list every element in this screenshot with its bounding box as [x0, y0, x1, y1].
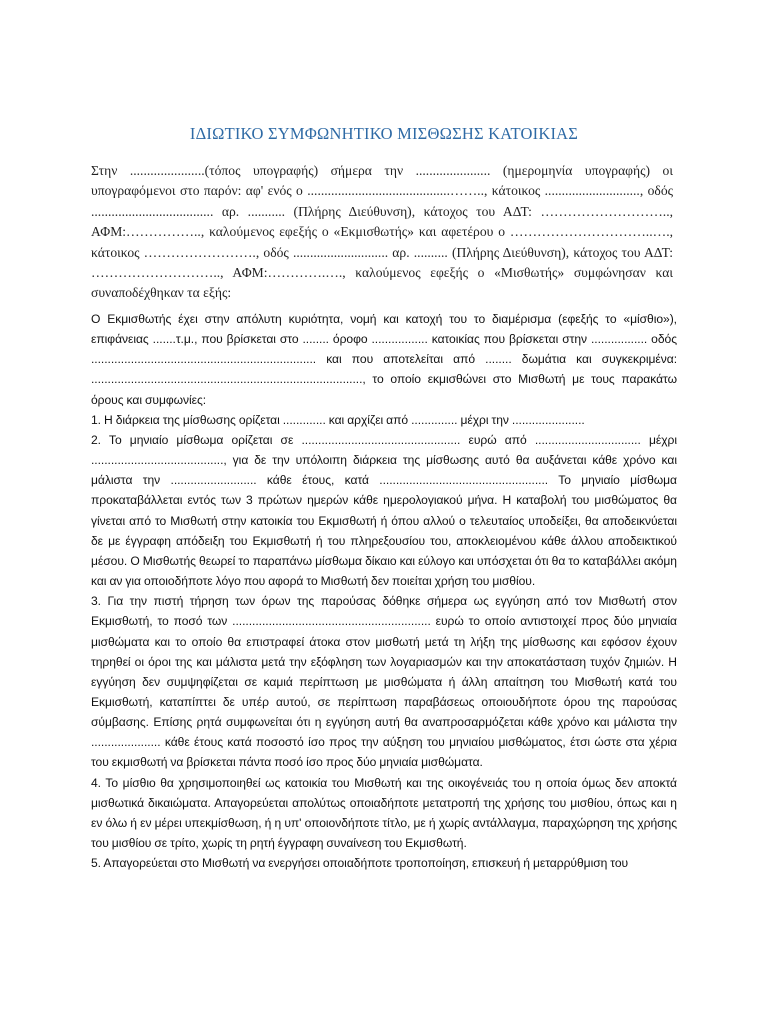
clause-2: 2. Το μηνιαίο μίσθωμα ορίζεται σε ................................................ ευρώ από ................................ μέχρι ........................................, για δε την υπόλοιπη διάρκεια της μίσθωσης αυτό θα αυξάνεται κάθε χρόνο και μάλιστα την .......................... κάθε έτους, κατά ................................................... Το μηνιαίο μίσθωμα προκαταβάλλεται εντός των 3 πρώτων ημερών κάθε ημερολογιακού μήνα. Η καταβολή του μισθώματος θα γίνεται από το Μισθωτή στην κατοικία του Εκμισθωτή ή όπου αλλού ο τελευταίος υποδείξει, θα αποδεικνύεται δε με έγγραφη απόδειξη του Εκμισθωτή ή του πληρεξουσίου του, αποκλειομένου κάθε άλλου αποδεικτικού μέσου. Ο Μισθωτής θεωρεί το παραπάνω μίσθωμα δίκαιο και εύλογο και υπόσχεται ότι θα το καταβάλλει ακόμη και αν για οποιοδήποτε λόγο που αφορά το Μισθωτή δεν ποιείται χρήση του μισθίου. — [91, 432, 677, 589]
document-title: ΙΔΙΩΤΙΚΟ ΣΥΜΦΩΝΗΤΙΚΟ ΜΙΣΘΩΣΗΣ ΚΑΤΟΙΚΙΑΣ — [189, 124, 579, 143]
preamble-paragraph: Ο Εκμισθωτής έχει στην απόλυτη κυριότητα, νομή και κατοχή του το διαμέρισμα (εφεξής το «μίσθιο»), επιφάνειας .......τ.μ., που βρίσκεται στο ........ όροφο ................. κατοικίας που βρίσκεται στην ................. οδός .................................................................... και που αποτελείται από ........ δωμάτια και συγκεκριμένα: .................................................................................., το οποίο εκμισθώνει στο Μισθωτή με τους παρακάτω όρους και συμφωνίες: — [91, 312, 677, 407]
clause-4: 4. Το μίσθιο θα χρησιμοποιηθεί ως κατοικία του Μισθωτή και της οικογένειάς του η οποία όμως δεν αποκτά μισθωτικά δικαιώματα. Απαγορεύεται απολύτως οποιαδήποτε μετατροπή της χρήσης του μισθίου, όπως και η εν όλω ή εν μέρει υπεκμίσθωση, ή η υπ' οποιονδήποτε τίτλο, με ή χωρίς αντάλλαγμα, παραχώρηση της χρήσης του μισθίου σε τρίτο, χωρίς τη ρητή έγγραφη συναίνεση του Εκμισθωτή. — [91, 775, 677, 851]
clause-1: 1. Η διάρκεια της μίσθωσης ορίζεται ............. και αρχίζει από .............. μέχρι την ...................... — [91, 412, 585, 427]
intro-paragraph: Στην ......................(τόπος υπογραφής) σήμερα την ...................... (ημερομηνία υπογραφής) οι υπογραφόμενοι στο παρόν: αφ' ενός ο ..........................................…….., κάτοικος ............................, οδός .................................... αρ. ........... (Πλήρης Διεύθυνση), κάτοχος του ΑΔΤ: ……………………….., ΑΦΜ:…………….., καλούμενος εφεξής ο «Εκμισθωτής» και αφετέρου ο …………………………..…., κάτοικος ……………………., οδός ............................ αρ. .......... (Πλήρης Διεύθυνση), κάτοχος του ΑΔΤ: ……………………….., ΑΦΜ:………….…., καλούμενος εφεξής ο «Μισθωτής» συμφώνησαν και συναποδέχθηκαν τα εξής: — [91, 163, 673, 301]
clause-3: 3. Για την πιστή τήρηση των όρων της παρούσας δόθηκε σήμερα ως εγγύηση από τον Μισθωτή στον Εκμισθωτή, το ποσό των ............................................................ ευρώ το οποίο αντιστοιχεί προς δύο μηνιαία μισθώματα και το οποίο θα επιστραφεί άτοκα στον μισθωτή μετά τη λήξη της μίσθωσης και εφόσον έχουν τηρηθεί οι όροι της και μάλιστα μετά την εξόφληση των λογαριασμών και την αποκατάσταση τυχόν ζημιών. Η εγγύηση δεν συμψηφίζεται σε καμιά περίπτωση με μισθώματα ή άλλη απαίτηση του Μισθωτή κατά του Εκμισθωτή, καταπίπτει δε υπέρ αυτού, σε περίπτωση παραβάσεως οποιουδήποτε όρου της παρούσας σύμβασης. Επίσης ρητά συμφωνείται ότι η εγγύηση αυτή θα αναπροσαρμόζεται κάθε χρόνο και μάλιστα την ..................... κάθε έτους κατά ποσοστό ίσο προς την αύξηση του μηνιαίου μισθώματος, έτσι ώστε στα χέρια του εκμισθωτή να βρίσκεται πάντα ποσό ίσο προς δύο μηνιαία μισθώματα. — [91, 594, 677, 770]
clause-5: 5. Απαγορεύεται στο Μισθωτή να ενεργήσει οποιαδήποτε τροποποίηση, επισκευή ή μεταρρύθμιση του — [91, 856, 629, 871]
contract-body — [91, 309, 677, 873]
